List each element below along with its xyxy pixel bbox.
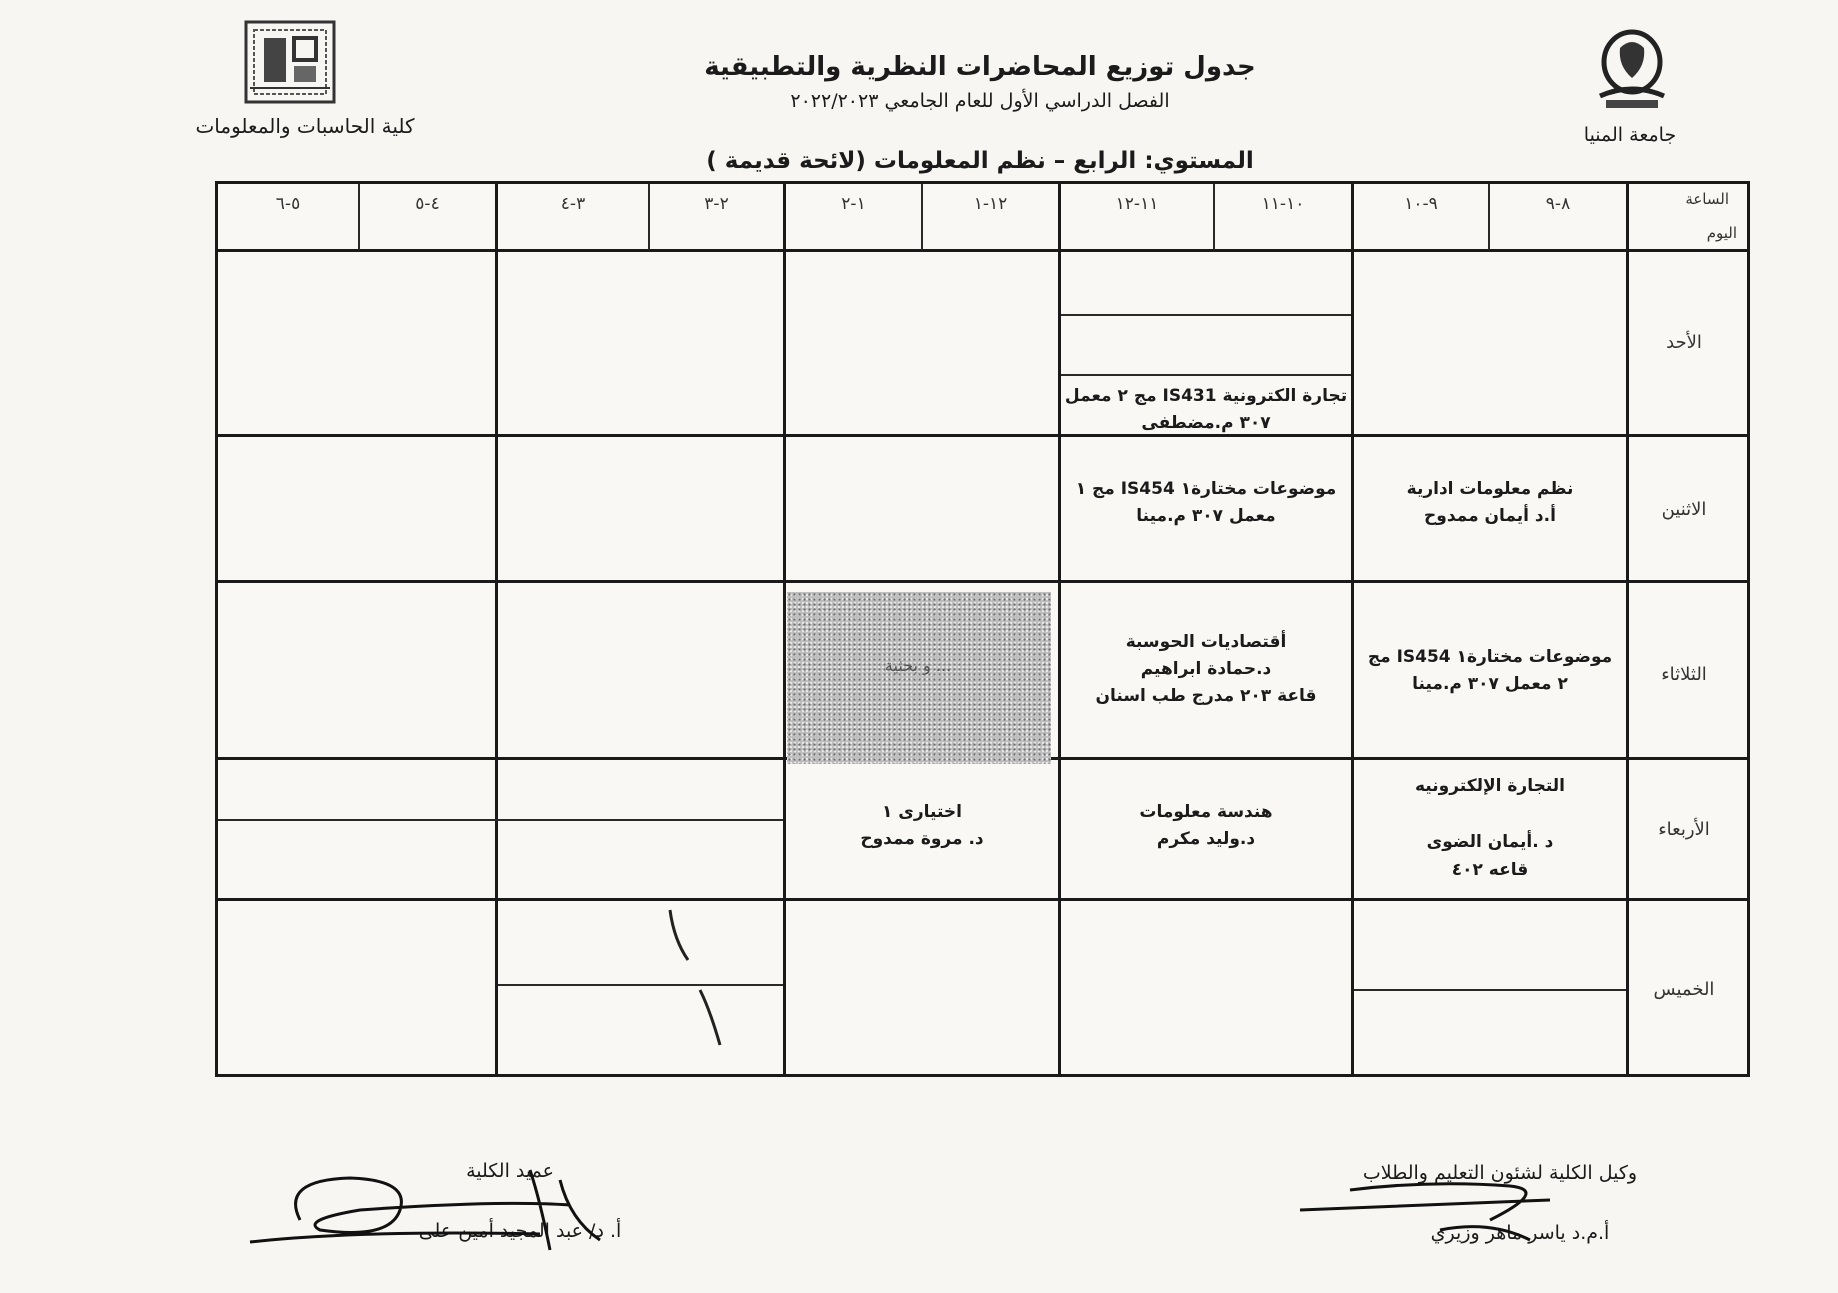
time-header: ٥-٦ bbox=[275, 194, 301, 214]
day-label-sunday: الأحد bbox=[1666, 332, 1702, 353]
dean-signature-icon bbox=[240, 1160, 680, 1270]
dean-title: عميد الكلية bbox=[466, 1160, 554, 1182]
time-header: ٩-١٠ bbox=[1404, 194, 1438, 214]
day-label-thursday: الخميس bbox=[1653, 979, 1715, 1000]
vice-dean-name: أ.م.د ياسر ماهر وزيري bbox=[1430, 1222, 1610, 1244]
time-header: ٨-٩ bbox=[1545, 194, 1571, 214]
time-header: ١١-١٢ bbox=[1115, 194, 1159, 214]
cell-wednesday-ecommerce: التجارة الإلكترونيه د .أيمان الضوى قاعه ٤٠٢ bbox=[1415, 776, 1565, 880]
time-header: ١٢-١ bbox=[973, 194, 1008, 214]
time-header: ١-٢ bbox=[841, 194, 866, 214]
level-heading: المستوي: الرابع – نظم المعلومات (لائحة قديمة ) bbox=[706, 148, 1254, 174]
page-title: جدول توزيع المحاضرات النظرية والتطبيقية bbox=[704, 52, 1256, 82]
day-label-monday: الاثنين bbox=[1661, 499, 1707, 520]
cell-tuesday-topics: موضوعات مختارة١ IS454 مج ٢ معمل ٣٠٧ م.مينا bbox=[1367, 647, 1613, 694]
vice-dean-signature-icon bbox=[1290, 1160, 1670, 1260]
cell-wednesday-elective: اختيارى ١ د. مروة ممدوح bbox=[860, 802, 984, 849]
cell-tuesday-economics: أقتصاديات الحوسبة د.حمادة ابراهيم قاعة ٢٠٣ مدرج طب اسنان bbox=[1095, 632, 1317, 706]
corner-day-label: اليوم bbox=[1706, 224, 1737, 242]
time-header: ٢-٣ bbox=[704, 194, 729, 214]
faculty-name: كلية الحاسبات والمعلومات bbox=[195, 114, 415, 138]
cell-monday-topics: موضوعات مختارة١ IS454 مج ١ معمل ٣٠٧ م.مينا bbox=[1075, 479, 1337, 526]
pen-marks bbox=[640, 900, 740, 1060]
shaded-cell bbox=[787, 592, 1051, 764]
schedule-table bbox=[215, 181, 1750, 1077]
cell-monday-mis: نظم معلومات ادارية أ.د أيمان ممدوح bbox=[1406, 479, 1574, 526]
faculty-logo-icon bbox=[240, 16, 340, 108]
cell-wednesday-info-engineering: هندسة معلومات د.وليد مكرم bbox=[1139, 802, 1273, 849]
day-label-wednesday: الأربعاء bbox=[1658, 819, 1710, 840]
cell-sunday-ecommerce: تجارة الكترونية IS431 مج ٢ معمل ٣٠٧ م.مضطفى bbox=[1064, 386, 1348, 433]
dean-name: أ. د/ عبد المجيد أمين على bbox=[418, 1220, 622, 1242]
time-header: ٤-٥ bbox=[415, 194, 440, 214]
vice-dean-title: وكيل الكلية لشئون التعليم والطلاب bbox=[1362, 1162, 1638, 1184]
time-header: ١٠-١١ bbox=[1261, 194, 1305, 214]
page-subtitle: الفصل الدراسي الأول للعام الجامعي ٢٠٢٢/٢٠٢٣ bbox=[790, 90, 1170, 112]
university-name: جامعة المنيا bbox=[1583, 124, 1677, 146]
time-header: ٣-٤ bbox=[560, 194, 586, 214]
university-logo-icon bbox=[1586, 26, 1678, 114]
day-label-tuesday: الثلاثاء bbox=[1661, 664, 1707, 685]
shaded-cell-text: ... و بحثية bbox=[884, 656, 952, 675]
corner-hour-label: الساعة bbox=[1685, 190, 1729, 208]
